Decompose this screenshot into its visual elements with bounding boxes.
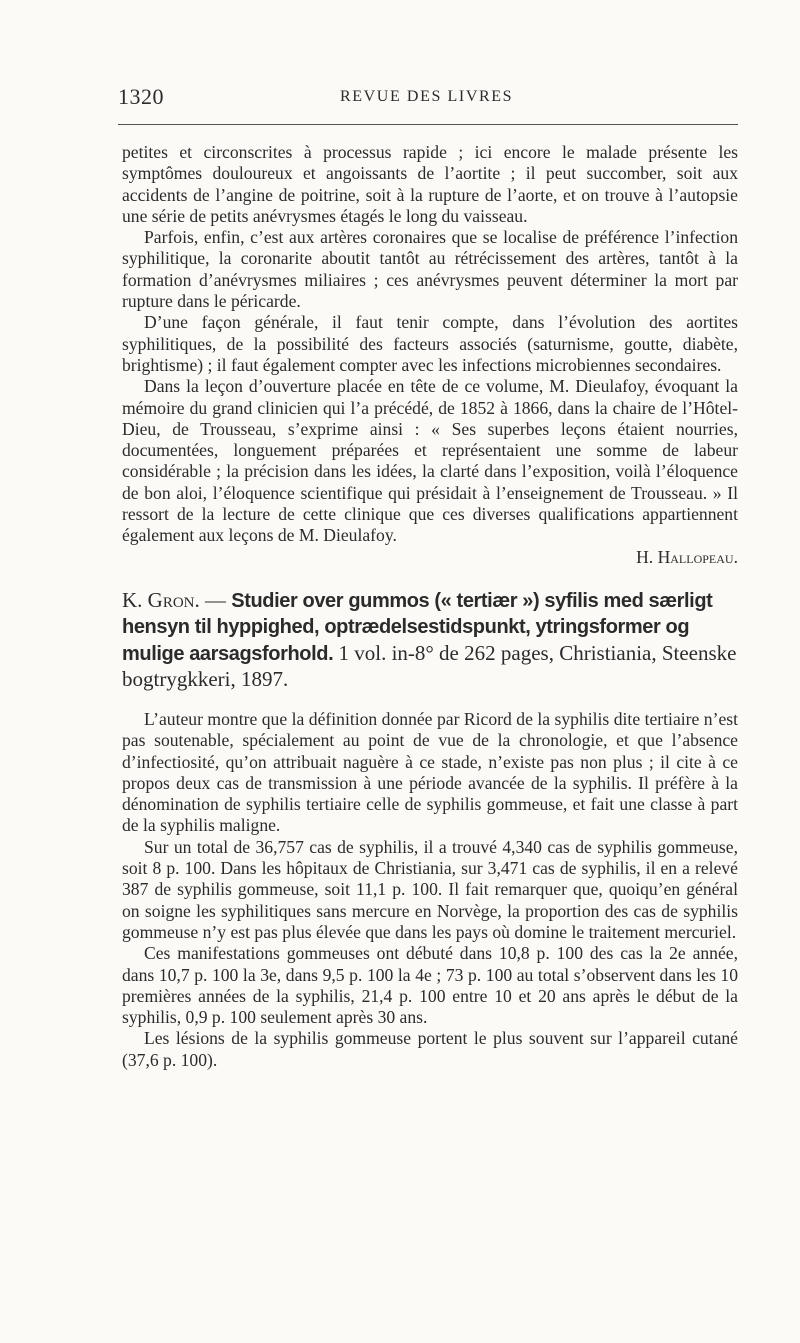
reviewer-signature: H. Hallopeau.	[636, 546, 738, 567]
book-title: Studier over gummos (« tertiær ») syfilis med særligt hensyn til hyppighed, optrædelsestidspunkt, ytringsformer og mulige aarsagsforhold.	[122, 589, 713, 665]
page-header	[118, 84, 738, 114]
signature-line	[122, 547, 738, 568]
paragraph: petites et circonscrites à processus rapide ; ici encore le malade présente les symptômes douloureux et angoissants de l’aortite ; il peut succomber, soit aux accidents de l’angine de poitrine, soit à la rupture de l’aorte, et on trouve à l’autopsie une série de petits anévrysmes étagés le long du vaisseau.	[122, 142, 738, 226]
paragraph: Sur un total de 36,757 cas de syphilis, il a trouvé 4,340 cas de syphilis gommeuse, soit 8 p. 100. Dans les hôpitaux de Christiania, sur 3,471 cas de syphilis, il en a relevé 387 de syphilis gommeuse, soit 11,1 p. 100. Il fait remarquer que, quoiqu’en général on soigne les syphilitiques sans mercure en Norvège, la proportion des cas de syphilis gommeuse n’y est pas plus élevée que dans les pays où domine le traitement mercuriel.	[122, 836, 738, 942]
paragraph: Les lésions de la syphilis gommeuse portent le plus souvent sur l’appareil cutané (37,6 p. 100).	[122, 1028, 738, 1070]
page-body	[122, 142, 738, 1071]
header-divider	[118, 124, 738, 125]
review-body	[122, 709, 738, 1071]
paragraph: Parfois, enfin, c’est aux artères coronaires que se localise de préférence l’infection syphilitique, la coronarite aboutit tantôt au rétrécissement des artères, tantôt à la formation d’anévrysmes miliaires ; ces anévrysmes peuvent déterminer la mort par rupture dans le péricarde.	[122, 227, 738, 312]
paragraph: Dans la leçon d’ouverture placée en tête de ce volume, M. Dieulafoy, évoquant la mémoire du grand clinicien qui l’a précédé, de 1852 à 1866, dans la chaire de l’Hôtel-Dieu, de Trousseau, s’exprime ainsi : « Ses superbes leçons étaient nourries, documentées, longuement préparées et représentaient une somme de labeur considérable ; la précision dans les idées, la clarté dans l’exposition, voilà l’éloquence de bon aloi, l’éloquence scientifique qui présidait à l’enseignement de Trousseau. » Il ressort de la lecture de cette clinique que ces diverses qualifications appartiennent également aux leçons de M. Dieulafoy.	[122, 376, 738, 546]
review-heading	[122, 588, 738, 693]
paragraph: D’une façon générale, il faut tenir compte, dans l’évolution des aortites syphilitiques, de la possibilité des facteurs associés (saturnisme, goutte, diabète, brightisme) ; il faut également compter avec les infections microbiennes secondaires.	[122, 312, 738, 375]
paragraph: Ces manifestations gommeuses ont débuté dans 10,8 p. 100 des cas la 2e année, dans 10,7 p. 100 la 3e, dans 9,5 p. 100 la 4e ; 73 p. 100 au total s’observent dans les 10 premières années de la syphilis, 21,4 p. 100 entre 10 et 20 ans après le début de la syphilis, 0,9 p. 100 seulement après 30 ans.	[122, 943, 738, 1028]
review-author: K. Gron.	[122, 587, 200, 612]
running-title: REVUE DES LIVRES	[340, 88, 514, 105]
paragraph: L’auteur montre que la définition donnée par Ricord de la syphilis dite tertiaire n’est pas soutenable, spécialement au point de vue de la chronologie, et que l’absence d’infectiosité, qu’on attribuait naguère à ce stade, n’existe pas non plus ; il cite à ce propos deux cas de transmission à une période avancée de la syphilis. Il préfère à la dénomination de syphilis tertiaire celle de syphilis gommeuse, et fait une classe à part de la syphilis maligne.	[122, 708, 738, 836]
page-number: 1320	[118, 84, 164, 109]
heading-dash: —	[199, 587, 232, 612]
book-details: 1 vol. in-8° de 262 pages, Christiania, Steenske bogtrygkkeri, 1897.	[122, 640, 737, 692]
